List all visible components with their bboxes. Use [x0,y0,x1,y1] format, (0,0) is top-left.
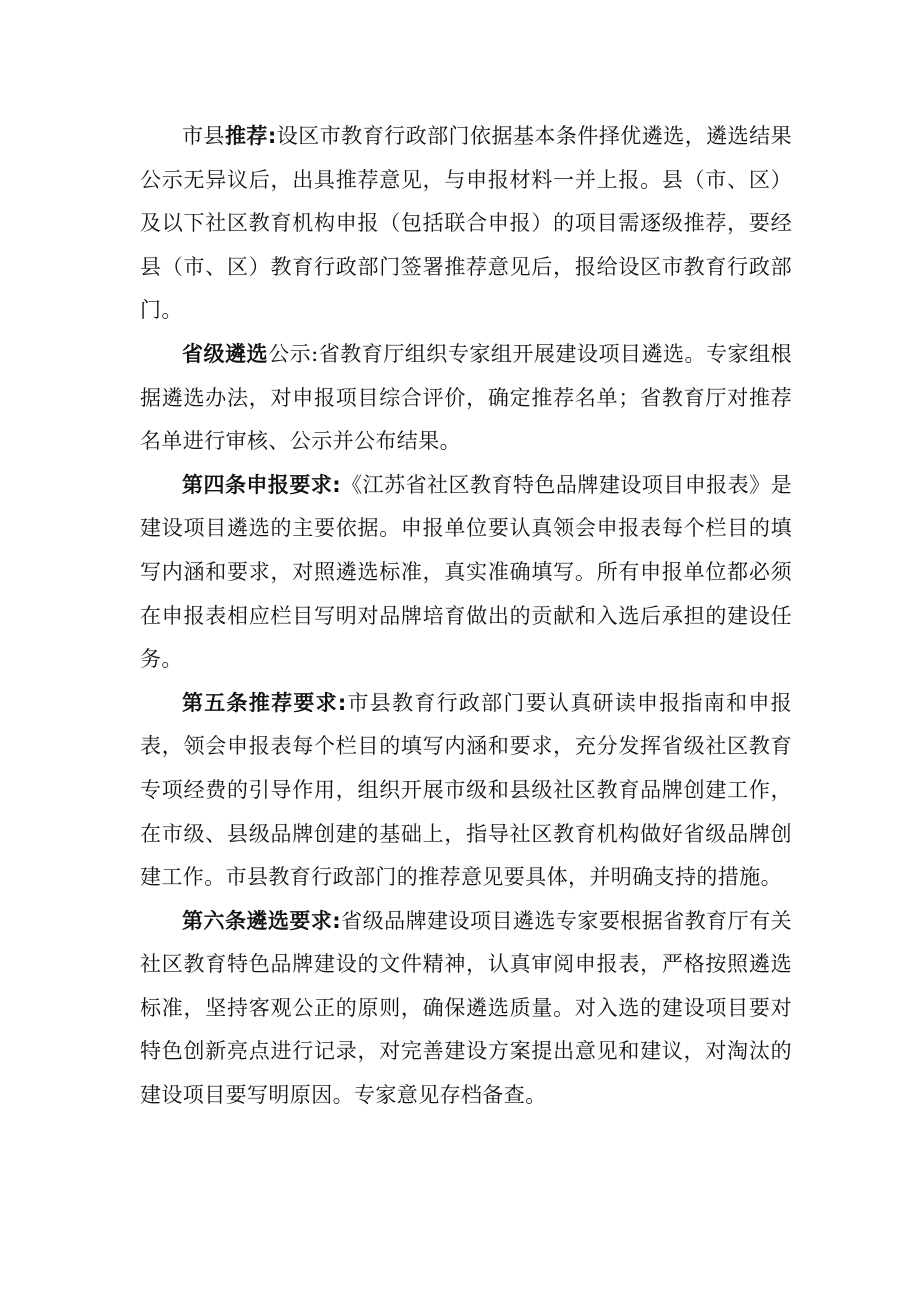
paragraph-text: 《江苏省社区教育特色品牌建设项目申报表》是建设项目遴选的主要依据。申报单位要认真领会申报表每个栏目的填写内涵和要求，对照遴选标准，真实准确填写。所有申报单位都必须在申报表相应栏目写明对品牌培育做出的贡献和入选后承担的建设任务。 [140,472,792,672]
paragraph-article-6 [140,900,792,1118]
paragraph-article-5 [140,682,792,900]
paragraph-heading: 第五条推荐要求: [182,690,347,715]
paragraph-article-4 [140,464,792,682]
paragraph-provincial-selection [140,333,792,464]
paragraph-text: 设区市教育行政部门依据基本条件择优遴选，遴选结果公示无异议后，出具推荐意见，与申报材料一并上报。县（市、区）及以下社区教育机构申报（包括联合申报）的项目需逐级推荐，要经县（市、区）教育行政部门签署推荐意见后，报给设区市教育行政部门。 [140,124,792,323]
paragraph-text: 市县教育行政部门要认真研读申报指南和申报表，领会申报表每个栏目的填写内涵和要求，充分发挥省级社区教育专项经费的引导作用，组织开展市级和县级社区教育品牌创建工作，在市级、县级品牌创建的基础上，指导社区教育机构做好省级品牌创建工作。市县教育行政部门的推荐意见要具体，并明确支持的措施。 [140,690,792,890]
paragraph-text: 省级品牌建设项目遴选专家要根据省教育厅有关社区教育特色品牌建设的文件精神，认真审阅申报表，严格按照遴选标准，坚持客观公正的原则，确保遴选质量。对入选的建设项目要对特色创新亮点进行记录，对完善建设方案提出意见和建议，对淘汰的建设项目要写明原因。专家意见存档备查。 [140,908,792,1108]
paragraph-lead: 市县 [182,124,225,148]
paragraph-heading: 推荐: [224,124,277,148]
paragraph-text: 公示:省教育厅组织专家组开展建设项目遴选。专家组根据遴选办法，对申报项目综合评价，确定推荐名单；省教育厅对推荐名单进行审核、公示并公布结果。 [140,341,792,454]
paragraph-city-county-recommendation [140,115,792,333]
paragraph-heading: 第六条遴选要求: [182,908,342,933]
paragraph-heading: 省级遴选 [182,341,269,366]
document-body [140,115,792,1118]
paragraph-heading: 第四条申报要求: [182,472,342,497]
